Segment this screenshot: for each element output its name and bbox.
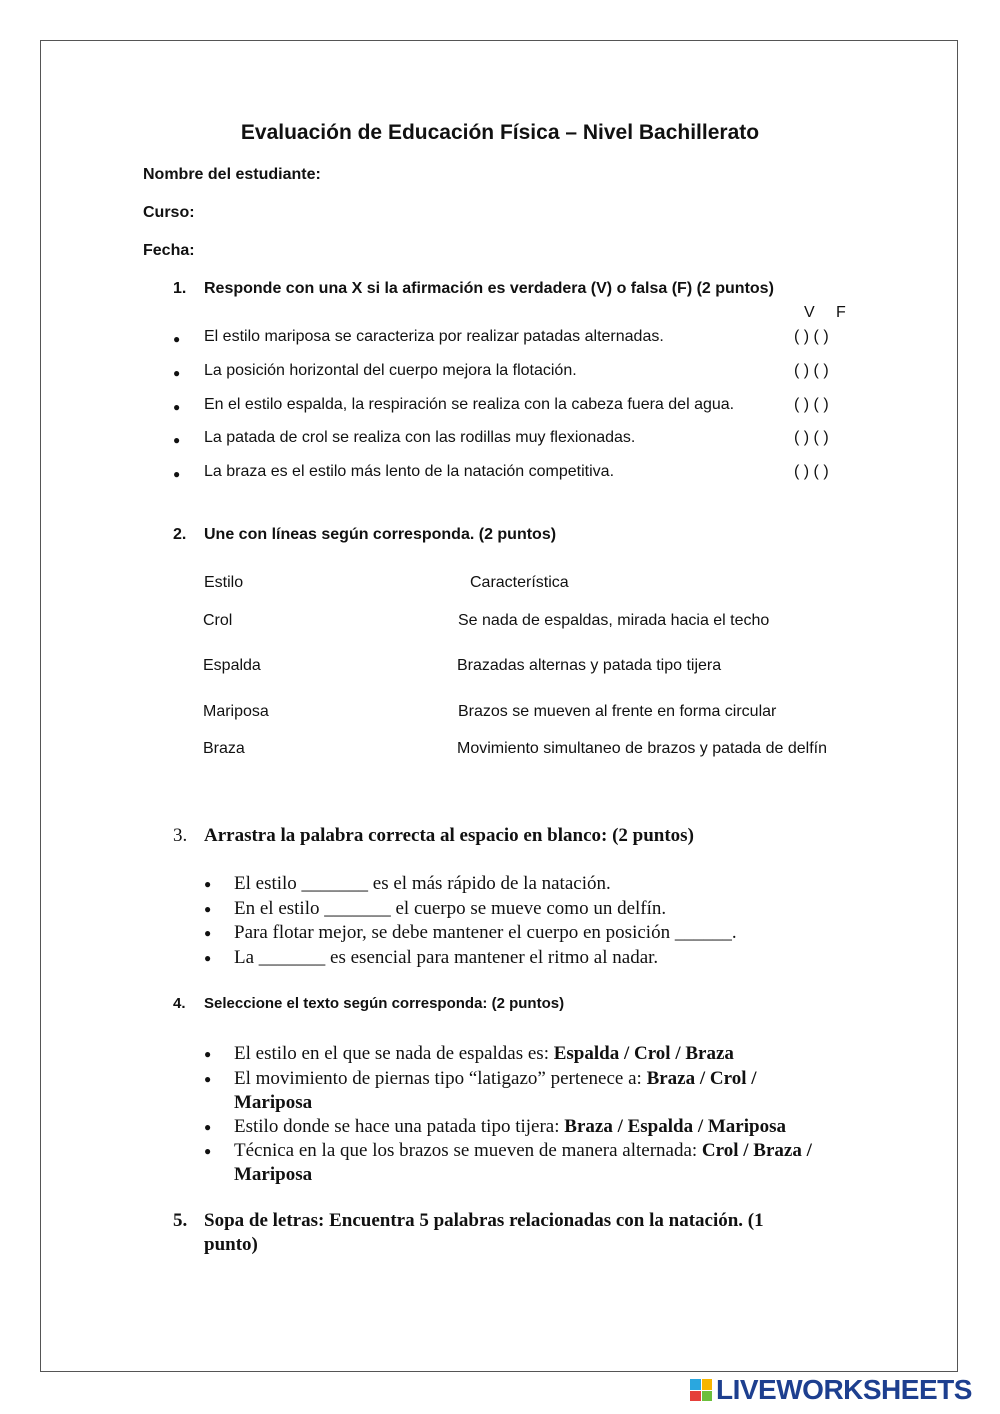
q1-item-4: La patada de crol se realiza con las rodillas muy flexionadas.: [204, 429, 636, 446]
q4-item-4-options-cont[interactable]: Mariposa: [234, 1164, 313, 1185]
bullet-icon: ●: [204, 877, 212, 891]
q4-item-1: [234, 1043, 734, 1065]
q1-item-3: En el estilo espalda, la respiración se realiza con la cabeza fuera del agua.: [204, 396, 735, 413]
bullet-icon: ●: [204, 902, 212, 916]
q2-number: 2.: [173, 526, 187, 543]
q1-answer-slot-3[interactable]: ( ) ( ): [794, 396, 829, 413]
bullet-icon: ●: [173, 332, 181, 346]
q3-number: 3.: [173, 825, 188, 846]
q2-right-item-1[interactable]: Se nada de espaldas, mirada hacia el techo: [458, 612, 770, 629]
bullet-icon: ●: [173, 467, 181, 481]
student-name-label: Nombre del estudiante:: [143, 166, 321, 183]
q1-answer-slot-2[interactable]: ( ) ( ): [794, 362, 829, 379]
q4-item-2-options-cont[interactable]: Mariposa: [234, 1092, 313, 1113]
bullet-icon: ●: [204, 1144, 212, 1158]
q2-left-item-4[interactable]: Braza: [203, 740, 245, 757]
q2-right-item-2[interactable]: Brazadas alternas y patada tipo tijera: [457, 657, 722, 674]
q1-v-label: V: [804, 304, 815, 321]
course-label: Curso:: [143, 204, 195, 221]
q4-item-4-text: Técnica en la que los brazos se mueven de manera alternada:: [234, 1140, 702, 1161]
bullet-icon: ●: [204, 926, 212, 940]
q5-heading-line1: Sopa de letras: Encuentra 5 palabras relacionadas con la natación. (1: [204, 1210, 764, 1231]
liveworksheets-logo: [690, 1376, 972, 1404]
q2-left-item-2[interactable]: Espalda: [203, 657, 261, 674]
q4-item-2-options[interactable]: Braza / Crol /: [646, 1068, 757, 1089]
q4-number: 4.: [173, 995, 186, 1012]
q2-left-item-3[interactable]: Mariposa: [203, 703, 269, 720]
q4-item-1-options[interactable]: Espalda / Crol / Braza: [553, 1043, 734, 1064]
q2-right-item-4[interactable]: Movimiento simultaneo de brazos y patada de delfín: [457, 740, 827, 757]
bullet-icon: ●: [173, 433, 181, 447]
q3-item-3: Para flotar mejor, se debe mantener el cuerpo en posición ______.: [234, 922, 737, 943]
q4-item-3-text: Estilo donde se hace una patada tipo tijera:: [234, 1116, 565, 1137]
page-title: Evaluación de Educación Física – Nivel Bachillerato: [240, 121, 760, 144]
date-label: Fecha:: [143, 242, 195, 259]
q4-item-4: [234, 1140, 812, 1162]
q1-answer-slot-4[interactable]: ( ) ( ): [794, 429, 829, 446]
bullet-icon: ●: [173, 400, 181, 414]
liveworksheets-brand-text: LIVEWORKSHEETS: [716, 1374, 972, 1405]
q3-item-4: La _______ es esencial para mantener el ritmo al nadar.: [234, 947, 659, 968]
bullet-icon: ●: [204, 951, 212, 965]
q4-item-2: [234, 1068, 757, 1090]
q1-item-2: La posición horizontal del cuerpo mejora la flotación.: [204, 362, 577, 379]
bullet-icon: ●: [173, 366, 181, 380]
q5-number: 5.: [173, 1210, 188, 1231]
q2-right-item-3[interactable]: Brazos se mueven al frente en forma circular: [458, 703, 777, 720]
q2-col-right-header: Característica: [470, 574, 569, 591]
q4-item-3: [234, 1116, 786, 1138]
q4-item-4-options[interactable]: Crol / Braza /: [701, 1140, 812, 1161]
q1-number: 1.: [173, 280, 187, 297]
q4-item-2-text: El movimiento de piernas tipo “latigazo” pertenece a:: [234, 1068, 647, 1089]
q3-heading: Arrastra la palabra correcta al espacio en blanco: (2 puntos): [204, 825, 694, 846]
q1-f-label: F: [836, 304, 846, 321]
q2-col-left-header: Estilo: [204, 574, 244, 591]
bullet-icon: ●: [204, 1072, 212, 1086]
liveworksheets-logo-icon: [690, 1379, 712, 1401]
q2-left-item-1[interactable]: Crol: [203, 612, 233, 629]
bullet-icon: ●: [204, 1047, 212, 1061]
q2-heading: Une con líneas según corresponda. (2 puntos): [204, 526, 557, 543]
q4-heading: Seleccione el texto según corresponda: (2 puntos): [204, 995, 565, 1012]
q1-item-1: El estilo mariposa se caracteriza por realizar patadas alternadas.: [204, 328, 664, 345]
q1-heading: Responde con una X si la afirmación es verdadera (V) o falsa (F) (2 puntos): [204, 280, 774, 297]
q1-item-5: La braza es el estilo más lento de la natación competitiva.: [204, 463, 615, 480]
q4-item-1-text: El estilo en el que se nada de espaldas es:: [234, 1043, 554, 1064]
q3-item-1: El estilo _______ es el más rápido de la natación.: [234, 873, 611, 894]
q5-heading-line2: punto): [204, 1234, 258, 1255]
q1-answer-slot-1[interactable]: ( ) ( ): [794, 328, 829, 345]
q4-item-3-options[interactable]: Braza / Espalda / Mariposa: [564, 1116, 786, 1137]
bullet-icon: ●: [204, 1120, 212, 1134]
q3-item-2: En el estilo _______ el cuerpo se mueve como un delfín.: [234, 898, 667, 919]
q1-answer-slot-5[interactable]: ( ) ( ): [794, 463, 829, 480]
